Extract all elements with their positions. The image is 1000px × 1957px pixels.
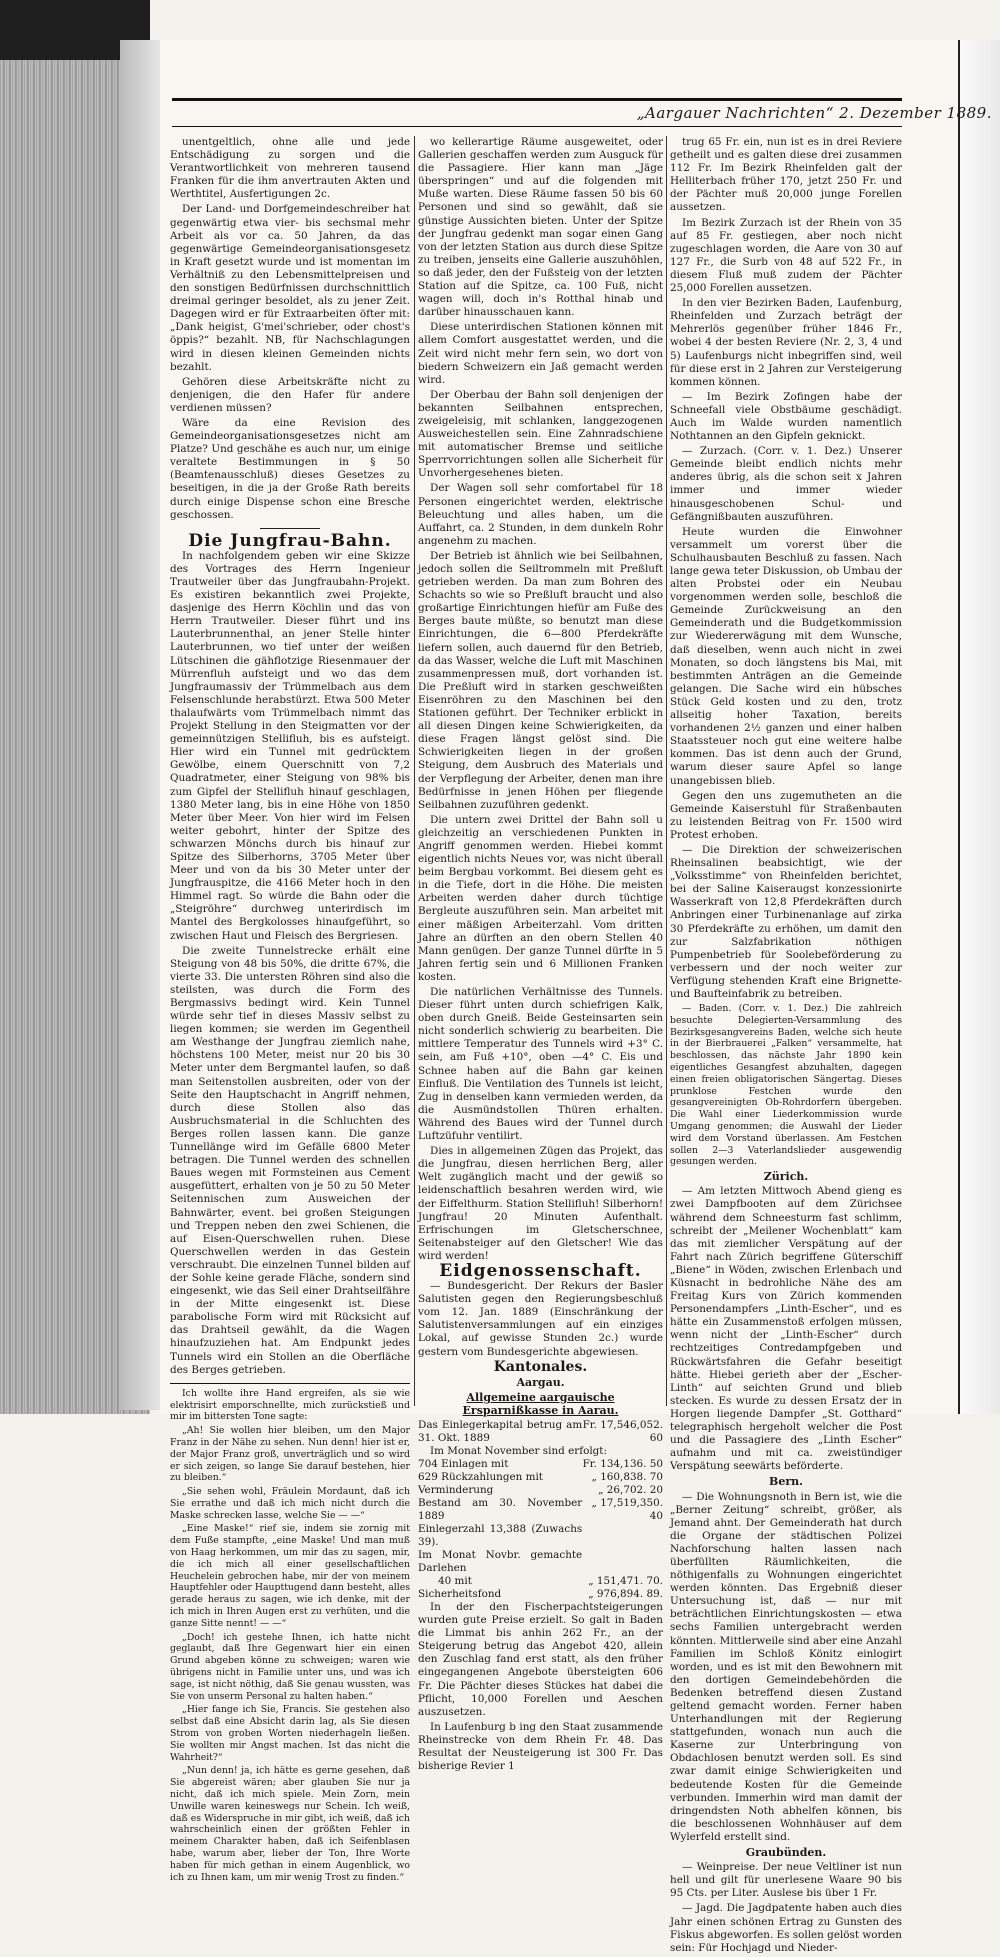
- feuilleton: [170, 1388, 410, 1884]
- paragraph: — Die Wohnungsnoth in Bern ist, wie die „Berner Zeitung“ schreibt, größer, als Jemand ahnt. Der Gemeinderath hat durch die Organe der städtischen Polizei Nachforschung halten lassen nach überfüllten Räumlichkeiten, die nöthigenfalls zu Wohnungen eingerichtet werden könnten. Das Ergebniß dieser Untersuchung ist, daß — nur mit beträchtlichen Einrichtungskosten — etwa sechs Familien untergebracht werden könnten. Mittlerweile sind aber eine Anzahl Familien im Schloß Könitz einlogirt worden, und es ist mit den Bewohnern mit den dortigen Gemeindebehörden die Bedenken betreffend diesen Zustand geltend gemacht worden. Ferner haben Unterhandlungen mit der Regierung stattgefunden, wonach nun auch die Kaserne zur Unterbringung von Obdachlosen benutzt werden soll. Es sind zwar damit einige Schwierigkeiten und bedeutende Kosten für die Gemeinde verbunden. Immerhin wird man damit der dringendsten Noth abhelfen können, bis die beschlossenen Wohnhäuser auf dem Wylerfeld erstellt sind.: [670, 1490, 902, 1843]
- paragraph: — Weinpreise. Der neue Veltliner ist nun hell und gilt für unerlesene Waare 90 bis 95 Cts. per Liter. Auslese bis über 1 Fr.: [670, 1861, 902, 1900]
- table-cell-label: Im Monat Novbr. gemachte Darlehen: [418, 1549, 583, 1574]
- eidgenossenschaft-heading: Eidgenossenschaft.: [439, 1260, 642, 1281]
- paragraph: Die untern zwei Drittel der Bahn soll u gleichzeitig an verschiedenen Punkten in Angriff genommen werden. Hiebei kommt eigentlich nichts Neues vor, was nicht überall beim Bergbau vorkommt. Bei diesem geht es in die Tiefe, dort in die Höhe. Die meisten Arbeiten werden daher durch tüchtige Bergleute auszuführen sein. Man arbeitet mit einer mäßigen Arbeiterzahl. Vom dritten Jahre an dürften an den obern Stellen 40 Mann genügen. Der ganze Tunnel dürfte in 5 Jahren fertig sein und 6 Millionen Franken kosten.: [418, 813, 663, 983]
- table-row: [418, 1471, 663, 1484]
- paragraph: Der Wagen soll sehr comfortabel für 18 Personen eingerichtet werden, elektrische Beleuchtung und alles haben, um die Auffahrt, ca. 2 Stunden, in dem dunkeln Rohr angenehm zu machen.: [418, 482, 663, 547]
- column-2: [418, 136, 663, 1775]
- baden-note: — Baden. (Corr. v. 1. Dez.) Die zahlreich besuchte Delegierten-Versammlung des Bezirksgesangvereins Baden, welche sich heute in der Bierbrauerei „Falken“ versammelte, hat beschlossen, das nächste Jahr 1890 kein eigentliches Gesangfest abzuhalten, dagegen einen freien obligatorischen Sängertag. Dieses prunklose Festchen wurde den gesangvereinigten Ob-Rohrdorfern übergeben. Die Wahl einer Liederkommission wurde Umgang genommen; die Auswahl der Lieder wird dem Vorstand überlassen. Am Festchen sollen 2—3 Vaterlandslieder ausgewendig gesungen werden.: [670, 1003, 902, 1168]
- feuilleton-paragraph: „Ah! Sie wollen hier bleiben, um den Major Franz in der Nähe zu sehen. Nun denn! hier ist er, der Major Franz groß, unverträglich und so wird er sich zeigen, so lange Sie darauf bestehen, hier zu bleiben.“: [170, 1425, 410, 1484]
- feuilleton-paragraph: „Hier fange ich Sie, Francis. Sie gestehen also selbst daß eine Absicht darin lag, als Sie diesen Strom von groben Worten niederhageln ließen. Sie wollten mir Angst machen. Ist das nicht die Wahrheit?“: [170, 1704, 410, 1763]
- table-row: [418, 1419, 663, 1445]
- table-cell-label: Sicherheitsfond: [418, 1588, 502, 1600]
- paragraph: Der Land- und Dorfgemeindeschreiber hat gegenwärtig etwa vier- bis sechsmal mehr Arbeit als vor ca. 50 Jahren, da das gegenwärtige Gemeindeorganisationsgesetz in Kraft gesetzt wurde und ist momentan im Verhältniß zu den Lebensmittelpreisen und den sonstigen Bedürfnissen durchschnittlich dreimal geringer besoldet, als zu jener Zeit. Dagegen wird er für Extraarbeiten öfter mit: „Dank heigist, G'mei'schrieber, oder chost's öppis?“ bezahlt. NB, für Nachschlagungen wird in diesen kleinen Gemeinden nichts bezahlt.: [170, 203, 410, 373]
- paragraph: Die natürlichen Verhältnisse des Tunnels. Dieser führt unten durch schiefrigen Kalk, oben durch Gneiß. Beide Gesteinsarten sein nicht sonderlich schwierig zu bearbeiten. Die mittlere Temperatur des Tunnels wird +3° C. sein, am Fuß +10°, oben —4° C. Eis und Schnee haben auf die Bahn gar keinen Einfluß. Die Ventilation des Tunnels ist leicht, Zug in denselben kann vermieden werden, da die Ausmündstollen Thüren erhalten. Während des Baues wird der Tunnel durch Luftzüfuhr ventilirt.: [418, 986, 663, 1143]
- paragraph: Gehören diese Arbeitskräfte nicht zu denjenigen, die den Hafer für andere verdienen müssen?: [170, 375, 410, 414]
- paragraph: Heute wurden die Einwohner versammelt um vorerst über die Schulhausbauten Beschluß zu fassen. Nach lange gewa teter Diskussion, ob Umbau der alten Probstei oder ein Neubau vorgenommen werden solle, beschloß die Gemeinde Zurückweisung an den Gemeinderath und die Budgetkommission zur Wiedererwägung mit dem Wunsche, daß dieselben, wenn auch nicht in zwei Monaten, so doch längstens bis Mai, mit bestimmten Anträgen an die Gemeinde gelangen. Die Sache wird ein hübsches Stück Geld kosten und zu den, trotz allseitig hoher Taxation, bereits vorhandenen 2½ ganzen und einer halben Staatssteuer noch gut eine weitere halbe kommen. Das ist denn auch der Grund, warum dieser saure Apfel so lange unangebissen blieb.: [670, 525, 902, 787]
- paragraph: — Am letzten Mittwoch Abend gieng es zwei Dampfbooten auf dem Zürichsee während dem Schneesturm fast schlimm, schreibt der „Meilener Wochenblatt“ kam das mit ziemlicher Verspätung auf der Fahrt nach Zürich begriffene Güterschiff „Biene“ in Wöden, zwischen Erlenbach und Küsnacht in bedrohliche Nähe des am Freitag Kurs von Zürich kommenden Personendampfers „Linth-Escher“, und es hätte ein Zusammenstoß erfolgen müssen, wenn nicht der „Linth-Escher“ durch rechtzeitiges Contredampfgeben und Rückwärtsfahren die Gefahr beseitigt hätte. Hiebei gerieth aber der „Escher-Linth“ auf seichten Grund und blieb stecken. Es wurde zu dessen Ersatz der in Horgen liegende Dampfer „St. Gotthard“ telegraphisch hergeholt welcher die Post und die Passagiere des „Linth Escher“ aufnahm und mit ca. zweistündiger Verspätung seewärts beförderte.: [670, 1185, 902, 1473]
- table-row: [418, 1523, 663, 1549]
- table-cell-label: 40 mit: [438, 1575, 472, 1587]
- paragraph: In nachfolgendem geben wir eine Skizze des Vortrages des Herrn Ingenieur Trautweiler über das Jungfraubahn-Projekt. Es existiren bekanntlich zwei Projekte, dasjenige des Herrn Köchlin und das von Herrn Trautweiler. Dieser führt und ins Lauterbrunnenthal, an jener Stelle hinter Lauterbrunnen, wo tief unter der weißen Lütschinen die gähflotzige Riesenmauer der Mürrenfluh aufsteigt und wo das dem Jungfraumassiv der Trümmelbach aus dem Felsenschlunde herabstürzt. Etwa 500 Meter thalaufwärts vom Trümmelbach nimmt das Projekt Stellung in den Steigmatten vor der gemeinnützigen Stellifluh, bis es aufsteigt. Hier wird ein Tunnel mit gedrücktem Gewölbe, einem Querschnitt von 7,2 Quadratmeter, einer Steigung von 98% bis zum Gipfel der Stellifluh hinauf geschlagen, 1380 Meter lang, bis in eine Höhe von 1850 Meter über Meer. Von hier wird im Felsen weiter gebohrt, hinter der Spitze des schwarzen Mönchs durch bis hinauf zur Spitze des Silberhorns, 3705 Meter über Meer und von da bis 30 Meter unter der Jungfrauspitze, die 4166 Meter hoch in den Himmel ragt. So würde die Bahn oder die „Steigröhre“ durchweg unterirdisch im Mantel des Bergkolosses hinaufgeführt, so zwischen Haut und Fleisch des Bergriesen.: [170, 549, 410, 942]
- paragraph: Gegen den uns zugemutheten an die Gemeinde Kaiserstuhl für Straßenbauten zu leistenden Beitrag von Fr. 1500 wird Protest erhoben.: [670, 789, 902, 841]
- table-cell-amount: Fr. 17,546,052. 60: [582, 1419, 663, 1444]
- table-row: [418, 1445, 663, 1458]
- table-cell-amount: „ 976,894. 89.: [588, 1588, 663, 1600]
- paragraph: unentgeltlich, ohne alle und jede Entschädigung zu sorgen und die Verantwortlichkeit von mehreren tausend Franken für die ihm anvertrauten Akten und Werthtitel, Ausfertigungen 2c.: [170, 136, 410, 201]
- aargau-subheading: Aargau.: [516, 1375, 565, 1389]
- graubuenden-heading: Graubünden.: [745, 1846, 827, 1860]
- paragraph: — Die Direktion der schweizerischen Rheinsalinen beabsichtigt, wie der „Volksstimme“ von Rheinfelden berichtet, bei der Saline Kaiseraugst konzessionirte Wasserkraft von 12,8 Pferdekräften durch Anbringen einer Turbinenanlage auf zirka 30 Pferdekräfte zu erhöhen, um damit den zur Salzfabrikation nöthigen Pumpenbetrieb für Soolebeförderung zu verbessern und der noch weiter zur Verfügung stehenden Kraft eine Brignette- und Baufteinfabrik zu betreiben.: [670, 843, 902, 1000]
- table-row: [418, 1484, 663, 1497]
- ersparniskasse-table: [418, 1419, 663, 1601]
- table-cell-amount: „ 17,519,350. 40: [591, 1497, 663, 1522]
- table-row: [418, 1575, 663, 1588]
- masthead-rule-bottom: [172, 126, 902, 127]
- table-row: [418, 1458, 663, 1471]
- paragraph: Die zweite Tunnelstrecke erhält eine Steigung von 48 bis 50%, die dritte 67%, die vierte 33. Die untersten Röhren sind also die steilsten, was durch die Form des Bergmassivs bedingt wird. Kein Tunnel würde sehr tief in dieses Massiv selbst zu liegen kommen; sie werden im Gegentheil am Westhange der Jungfrau ziemlich nahe, höchstens 100 Meter, meist nur 20 bis 30 Meter unter dem Bergmantel laufen, so daß man Seitenstollen ausbreiten, oder von der Seite den Hauptschacht in Angriff nehmen, durch diese Stollen also das Ausbruchsmaterial in die Schluchten des Berges rollen lassen kann. Die ganze Tunnellänge wird im Gefälle 6800 Meter betragen. Die Tunnel werden des schnellen Baues wegen mit Formsteinen aus Cement ausgefüttert, erhalten von je 50 zu 50 Meter Seitennischen zum Ausweichen der Bahnwärter, event. bei großen Steigungen und Treppen neben den zwei Schienen, die auf Eisen-Querschwellen ruhen. Diese Querschwellen werden in das Gestein verschraubt. Die einzelnen Tunnel bilden auf der Sohle keine gerade Fläche, sondern sind eingesenkt, wie das Seil einer Drahtseilfähre in der Mitte eingesenkt ist. Diese parabolische Form wird mit Rücksicht auf das Drahtseil gewählt, da die Wagen hinaufzuziehen hat. Am Endpunkt jedes Tunnels wird ein Stollen an die Oberfläche des Berges getrieben.: [170, 944, 410, 1376]
- masthead-title: „Aargauer Nachrichten“ 2. Dezember 1889.: [636, 104, 992, 122]
- table-row: [418, 1588, 663, 1601]
- feuilleton-paragraph: „Sie sehen wohl, Fräulein Mordaunt, daß ich Sie errathe und daß ich mich nicht durch die Maske schrecken lasse, welche Sie — —“: [170, 1486, 410, 1521]
- table-cell-amount: [582, 1549, 663, 1575]
- table-cell-label: Das Einlegerkapital betrug am 31. Okt. 1889: [418, 1419, 583, 1444]
- paragraph: Wäre da eine Revision des Gemeindeorganisationsgesetzes nicht am Platze? Und geschähe es auch nur, um einige veraltete Bestimmungen in § 50 (Beamtenausschluß) dieses Gesetzes zu beseitigen, in die ja der Große Rath bereits durch einige Dispense schon eine Bresche geschossen.: [170, 416, 410, 521]
- feuilleton-paragraph: Ich wollte ihre Hand ergreifen, als sie wie elektrisirt emporschnellte, mich zurückstieß und mir im bittersten Tone sagte:: [170, 1387, 410, 1423]
- paragraph: — Bundesgericht. Der Rekurs der Basler Salutisten gegen den Regierungsbeschluß vom 12. Jan. 1889 (Einschränkung der Salutistenversammlungen auf ein einziges Lokal, auf gewisse Stunden 2c.) wurde gestern vom Bundesgerichte abgewiesen.: [418, 1280, 663, 1358]
- table-cell-label: Im Monat November sind erfolgt:: [430, 1445, 607, 1457]
- zurich-heading: Zürich.: [763, 1170, 809, 1184]
- table-cell-label: 629 Rückzahlungen mit: [418, 1471, 543, 1483]
- paragraph: Diese unterirdischen Stationen können mit allem Comfort ausgestattet werden, und die Zeit wird nicht mehr fern sein, wo dort von biedern Schweizern ein Jaß gemacht werden wird.: [418, 321, 663, 386]
- paragraph: — Im Bezirk Zofingen habe der Schneefall viele Obstbäume geschädigt. Auch im Walde wurden namentlich Nothtannen an den Gipfeln geknickt.: [670, 390, 902, 443]
- table-cell-label: Verminderung: [418, 1484, 494, 1496]
- paragraph: Der Betrieb ist ähnlich wie bei Seilbahnen, jedoch sollen die Seiltrommeln mit Preßluft getrieben werden. Da man zum Bohren des Schachts so wie so Preßluft braucht und also großartige Einrichtungen hiefür am Fuße des Berges baute müßte, so benutzt man diese Einrichtungen, die 6—800 Pferdekräfte liefern sollen, auch dauernd für den Betrieb, da das Wasser, welche die Luft mit Maschinen zusammenpressen muß, dort vorhanden ist. Die Preßluft wird in starken geschweißten Eisenröhren zu den Maschinen bei den Stationen geführt. Der Techniker erblickt in all diesen Dingen keine Schwierigkeiten, da diese Fragen längst gelöst sind. Die Schwierigkeiten liegen in der großen Steigung, dem Ausbruch des Materials und der Verpflegung der Arbeiter, denen man ihre Bedürfnisse in jenen Höhen per fliegende Seilbahnen zuzuführen gedenkt.: [418, 549, 663, 811]
- masthead-rule-top: [172, 98, 902, 101]
- table-cell-label: Bestand am 30. November 1889: [418, 1497, 583, 1522]
- paragraph: Der Oberbau der Bahn soll denjenigen der bekannten Seilbahnen entsprechen, zweigeleisig, mit schlanken, langgezogenen Ausweichestellen sein. Eine Zahnradschiene mit automatischer Bremse und seitliche Sperrvorrichtungen sollen alle Sicherheit für Unvorhergesehenes bieten.: [418, 388, 663, 480]
- paragraph: In den vier Bezirken Baden, Laufenburg, Rheinfelden und Zurzach beträgt der Mehrerlös gegenüber früher 1846 Fr., wobei 4 der besten Reviere (Nr. 2, 3, 4 und 5) Laufenburgs nicht inbegriffen sind, weil für diese erst in 2 Jahren zur Versteigerung kommen können.: [670, 297, 902, 388]
- separator: [260, 528, 320, 529]
- feuilleton-rule: [170, 1383, 410, 1384]
- paragraph: In der den Fischerpachtsteigerungen wurden gute Preise erzielt. So galt in Baden die Limmat bis anhin 262 Fr., an der Steigerung betrug das Angebot 420, allein den Zuschlag fand erst statt, als den früher eingegangenen Angebote übersteigten 606 Fr. Die Pächter dieses Stückes hat dabei die Pflicht, 10,000 Forellen und Aeschen auszusetzen.: [418, 1601, 663, 1718]
- paragraph: In Laufenburg b ing den Staat zusammende Rheinstrecke von dem Rhein Fr. 48. Das Resultat der Neusteigerung ist 300 Fr. Das bisherige Revier 1: [418, 1720, 663, 1773]
- paragraph: Im Bezirk Zurzach ist der Rhein von 35 auf 85 Fr. gestiegen, aber noch nicht zugeschlagen worden, die Aare von 30 auf 127 Fr., die Surb von 48 auf 522 Fr., in diesem Fluß muß zudem der Pächter 25,000 Forellen aussetzen.: [670, 216, 902, 295]
- page-gutter: [120, 40, 160, 1410]
- kantonales-heading: Kantonales.: [493, 1358, 588, 1375]
- paragraph: trug 65 Fr. ein, nun ist es in drei Reviere getheilt und es galten diese drei zusammen 112 Fr. Im Bezirk Rheinfelden galt der Helliterbach früher 170, jetzt 250 Fr. und der Pächter muß 20,000 junge Forellen aussetzen.: [670, 136, 902, 214]
- paragraph: — Zurzach. (Corr. v. 1. Dez.) Unserer Gemeinde bleibt endlich nichts mehr anderes übrig, als die schon seit x Jahren immer und immer wieder hinausgeschobenen Schul- und Gefängnißbauten auszuführen.: [670, 445, 902, 523]
- table-cell-amount: Fr. 134,136. 50: [582, 1458, 663, 1470]
- column-3: [670, 136, 902, 1957]
- bern-heading: Bern.: [769, 1475, 803, 1489]
- table-cell-amount: „ 151,471. 70.: [588, 1575, 663, 1587]
- column-divider-2: [666, 136, 667, 1406]
- ersparniskasse-heading: Allgemeine aargauische Ersparnißkasse in Aarau.: [462, 1390, 619, 1417]
- table-cell-amount: [582, 1523, 663, 1549]
- jungfrau-heading: Die Jungfrau-Bahn.: [188, 530, 392, 551]
- feuilleton-paragraph: „Eine Maske!“ rief sie, indem sie zornig mit dem Fuße stampfte, „eine Maske! Und man muß von Haag herkommen, um mir das zu sagen, mir, die ich mich all einer gesellschaftlichen Heuchelein gebrochen habe, mir der von meinem Hauptfehler oder Haupttugend dann besteht, alles gerade heraus zu sagen, wie ich denke, mit der ich mich in Ihren Augen erst zu verhüten, und die ganze Sitte nennt! — —“: [170, 1523, 410, 1629]
- paragraph: wo kellerartige Räume ausgeweitet, oder Gallerien geschaffen werden zum Ausguck für die Passagiere. Hier kann man „Jäge überspringen“ und auf die folgenden mit Muße warten. Diese Räume fassen 50 bis 60 Personen und sind so gewählt, daß sie günstige Aussichten bieten. Unter der Spitze der Jungfrau gedenkt man sogar einen Gang von der letzten Station aus durch diese Spitze zu treiben, jenseits eine Gallerie auszuhöhlen, so daß jeder, den der Fußsteig von der letzten Station auf die Spitze, ca. 100 Fuß, nicht wagen will, doch in's Rotthal hinab und darüber hinausschauen kann.: [418, 136, 663, 319]
- table-cell-label: 704 Einlagen mit: [418, 1458, 509, 1470]
- paragraph: Dies in allgemeinen Zügen das Projekt, das die Jungfrau, diesen herrlichen Berg, aller Welt zugänglich macht und der gewiß so leidenschaftlich besahren werden wird, wie der Eiffelthurm. Station Stellifluh! Silberhorn! Jungfrau! 20 Minuten Aufenthalt. Erfrischungen im Gletscherschnee, Seitenabsteiger auf den Gletscher! Wie das wird werden!: [418, 1145, 663, 1262]
- adjacent-page-edge: [958, 40, 1000, 1414]
- column-1: [170, 136, 410, 1885]
- column-divider-1: [414, 136, 415, 1406]
- table-cell-amount: „ 160,838. 70: [591, 1471, 663, 1483]
- table-cell-label: Einlegerzahl 13,388 (Zuwachs 39).: [418, 1523, 583, 1548]
- table-row: [418, 1497, 663, 1523]
- feuilleton-paragraph: „Doch! ich gestehe Ihnen, ich hatte nicht geglaubt, daß Ihre Gegenwart hier ein einen Grund abgeben könne zu schweigen; waren wie übrigens nicht in Familie unter uns, und was ich sage, ist nicht nöthig, daß Sie genau wussten, was Sie von unserm Personal zu halten haben.“: [170, 1631, 410, 1702]
- feuilleton-paragraph: „Nun denn! ja, ich hätte es gerne gesehen, daß Sie abgereist wären; aber glauben Sie nur ja nicht, daß ich mich spiele. Mein Zorn, mein Unwille waren keineswegs nur Schein. Ich weiß, daß es Widerspruche in mir gibt, ich weiß, daß ich wahrscheinlich einen der größten Fehler in meinem Charakter haben, daß ich Seifenblasen habe, warum aber, lieber der Ton, Ihre Worte haben für mich gethan in einem Augenblick, wo ich zu Ihnen kam, um mir wenig Trost zu finden.“: [170, 1765, 410, 1883]
- paragraph: — Jagd. Die Jagdpatente haben auch dies Jahr einen schönen Ertrag zu Gunsten des Fiskus abgeworfen. Es sollen gelöst worden sein: Für Hochjagd und Nieder-: [670, 1902, 902, 1954]
- table-cell-amount: „ 26,702. 20: [598, 1484, 663, 1496]
- table-row: [418, 1549, 663, 1575]
